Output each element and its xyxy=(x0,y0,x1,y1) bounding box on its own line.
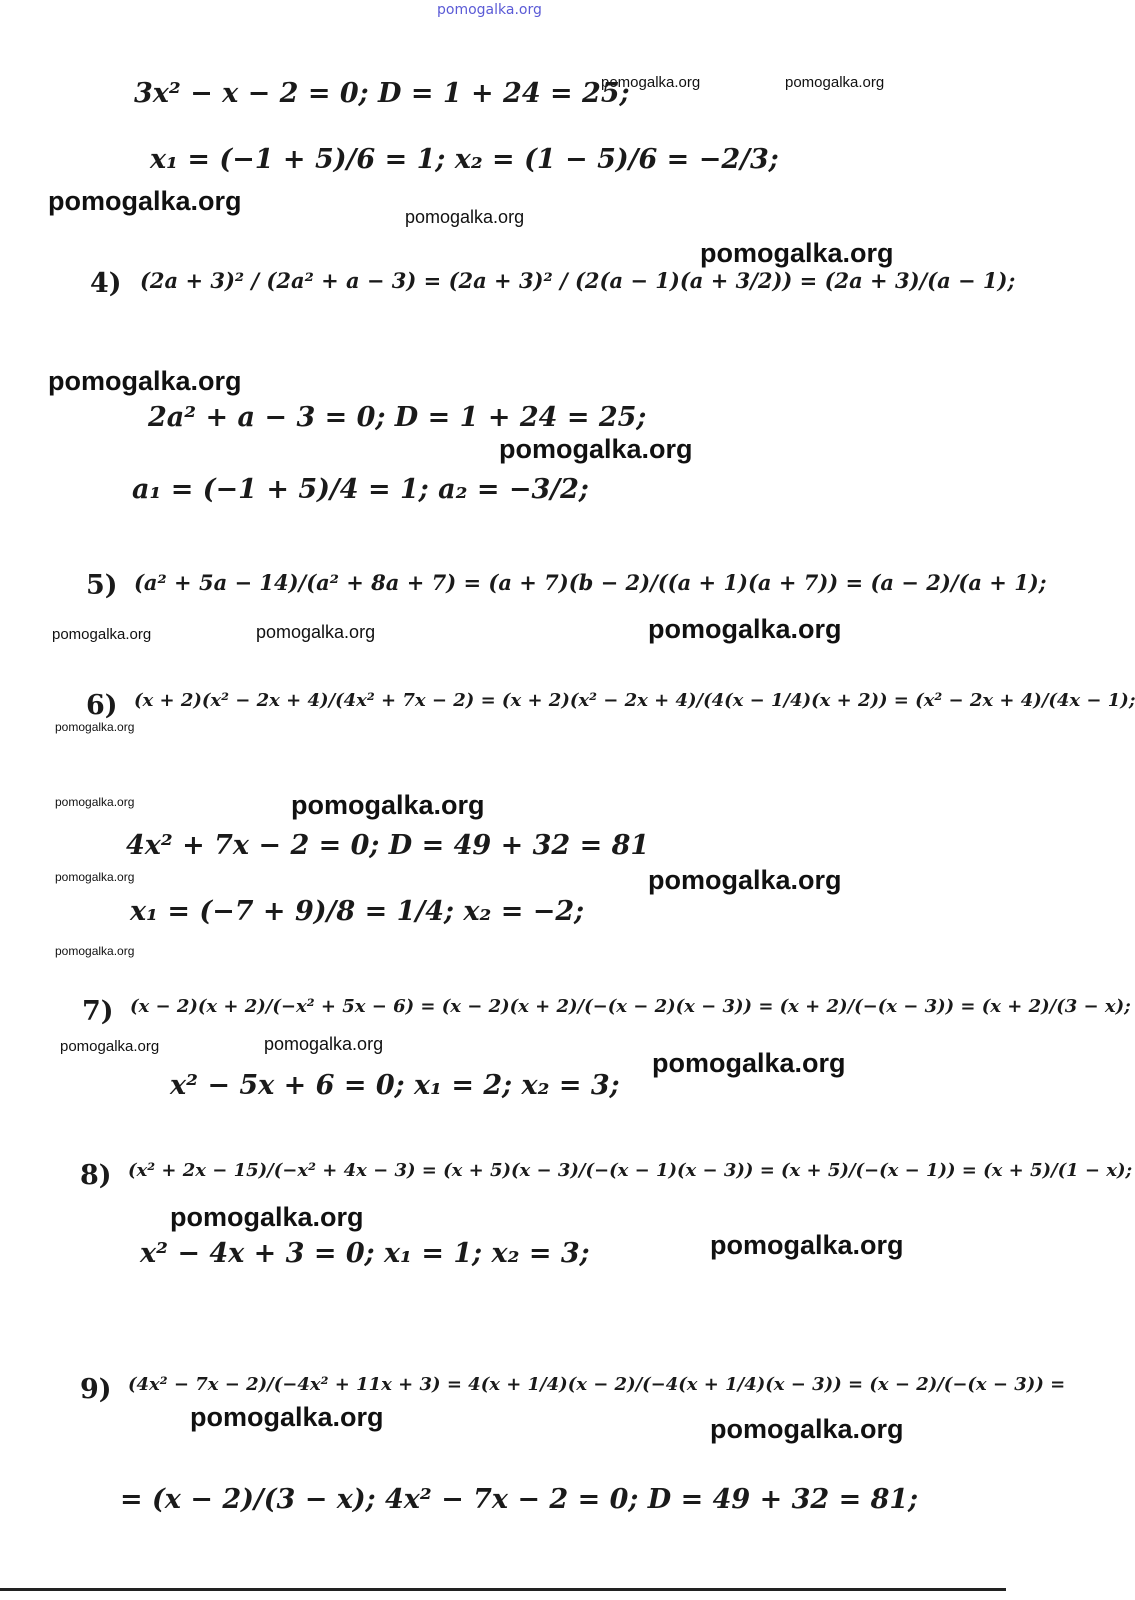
equation-line: (4x² − 7x − 2)/(−4x² + 11x + 3) = 4(x + 1/4)(x − 2)/(−4(x + 1/4)(x − 3)) = (x − 2)/(−(x − 3)) = xyxy=(128,1374,1066,1395)
watermark: pomogalka.org xyxy=(190,1402,384,1432)
watermark: pomogalka.org xyxy=(648,614,842,644)
equation-line: (a² + 5a − 14)/(a² + 8a + 7) = (a + 7)(b − 2)/((a + 1)(a + 7)) = (a − 2)/(a + 1); xyxy=(134,570,1047,595)
watermark: pomogalka.org xyxy=(264,1034,384,1054)
bottom-rule xyxy=(0,1588,1006,1591)
header-link[interactable]: pomogalka.org xyxy=(437,2,542,18)
equation-line: 3x² − x − 2 = 0; D = 1 + 24 = 25; xyxy=(134,78,630,109)
watermark: pomogalka.org xyxy=(48,366,242,396)
watermark: pomogalka.org xyxy=(785,74,885,91)
watermark: pomogalka.org xyxy=(710,1230,904,1260)
equation-line: x₁ = (−1 + 5)/6 = 1; x₂ = (1 − 5)/6 = −2/3; xyxy=(150,144,779,175)
problem-number: 5) xyxy=(86,570,118,601)
watermark: pomogalka.org xyxy=(499,434,693,464)
watermark: pomogalka.org xyxy=(60,1038,160,1055)
watermark: pomogalka.org xyxy=(700,238,894,268)
problem-number: 7) xyxy=(82,996,114,1027)
watermark: pomogalka.org xyxy=(601,74,701,91)
equation-line: a₁ = (−1 + 5)/4 = 1; a₂ = −3/2; xyxy=(132,474,589,505)
watermark: pomogalka.org xyxy=(648,865,842,895)
watermark: pomogalka.org xyxy=(170,1202,364,1232)
equation-line: 4x² + 7x − 2 = 0; D = 49 + 32 = 81 xyxy=(126,830,650,861)
watermark: pomogalka.org xyxy=(55,870,135,884)
equation-line: (x² + 2x − 15)/(−x² + 4x − 3) = (x + 5)(x − 3)/(−(x − 1)(x − 3)) = (x + 5)/(−(x − 1)) = (x + 5)/(1 − x); xyxy=(128,1160,1133,1181)
watermark: pomogalka.org xyxy=(52,626,152,643)
watermark: pomogalka.org xyxy=(55,795,135,809)
watermark: pomogalka.org xyxy=(48,186,242,216)
watermark: pomogalka.org xyxy=(291,790,485,820)
watermark: pomogalka.org xyxy=(55,944,135,958)
problem-number: 8) xyxy=(80,1160,112,1191)
equation-line: x₁ = (−7 + 9)/8 = 1/4; x₂ = −2; xyxy=(130,896,585,927)
watermark: pomogalka.org xyxy=(710,1414,904,1444)
equation-line: 2a² + a − 3 = 0; D = 1 + 24 = 25; xyxy=(148,402,647,433)
watermark: pomogalka.org xyxy=(256,622,376,642)
problem-number: 6) xyxy=(86,690,118,721)
equation-line: x² − 5x + 6 = 0; x₁ = 2; x₂ = 3; xyxy=(170,1070,620,1101)
problem-number: 4) xyxy=(90,268,122,299)
equation-line: x² − 4x + 3 = 0; x₁ = 1; x₂ = 3; xyxy=(140,1238,590,1269)
equation-line: (x − 2)(x + 2)/(−x² + 5x − 6) = (x − 2)(x + 2)/(−(x − 2)(x − 3)) = (x + 2)/(−(x − 3)) = (x + 2)/(3 − x); xyxy=(130,996,1131,1017)
equation-line: = (x − 2)/(3 − x); 4x² − 7x − 2 = 0; D = 49 + 32 = 81; xyxy=(120,1484,919,1515)
equation-line: (x + 2)(x² − 2x + 4)/(4x² + 7x − 2) = (x + 2)(x² − 2x + 4)/(4(x − 1/4)(x + 2)) = (x² − 2x + 4)/(4x − 1); xyxy=(134,690,1135,711)
watermark: pomogalka.org xyxy=(55,720,135,734)
equation-line: (2a + 3)² / (2a² + a − 3) = (2a + 3)² / (2(a − 1)(a + 3/2)) = (2a + 3)/(a − 1); xyxy=(140,268,1016,293)
watermark: pomogalka.org xyxy=(405,207,525,227)
watermark: pomogalka.org xyxy=(652,1048,846,1078)
problem-number: 9) xyxy=(80,1374,112,1405)
